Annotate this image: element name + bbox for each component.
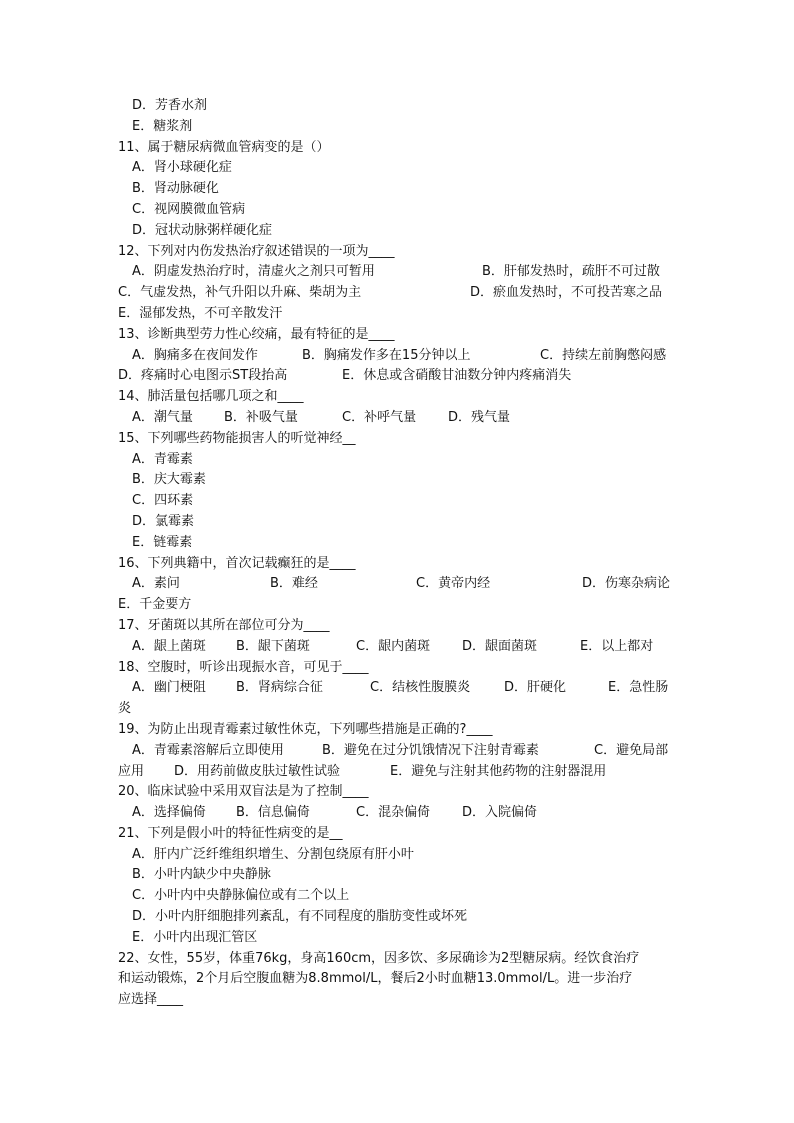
- question-18: 18、空腹时，听诊出现振水音，可见于____: [118, 659, 369, 675]
- option-line: B．庆大霉素: [132, 472, 206, 488]
- question-22-continued: 应选择____: [118, 992, 184, 1008]
- option-row: [118, 408, 678, 429]
- option: D．残气量: [448, 409, 511, 425]
- exam-page: [118, 96, 678, 1011]
- option: A．素问: [132, 576, 180, 592]
- question-22-continued: 和运动锻炼，2个月后空腹血糖为8.8mmol/L，餐后2小时血糖13.0mmol/L。进一步治疗: [118, 971, 633, 987]
- option-row: [118, 637, 678, 658]
- question-11: 11、属于糖尿病微血管病变的是（）: [118, 139, 330, 155]
- option: C．避免局部: [594, 742, 669, 758]
- question-16: 16、下列典籍中，首次记载癫狂的是____: [118, 555, 356, 571]
- option: D．疼痛时心电图示ST段抬高: [118, 368, 288, 384]
- option: C．补呼气量: [342, 409, 417, 425]
- question-14: 14、肺活量包括哪几项之和____: [118, 389, 304, 405]
- option-line: E．糖浆剂: [132, 118, 193, 134]
- option-row: [118, 366, 678, 387]
- question-20: 20、临床试验中采用双盲法是为了控制____: [118, 784, 369, 800]
- option-row: [118, 741, 678, 762]
- option-line: A．肾小球硬化症: [132, 160, 232, 176]
- option-line: B．小叶内缺少中央静脉: [132, 867, 271, 883]
- option: E．急性肠: [608, 680, 669, 696]
- option: A．幽门梗阻: [132, 680, 206, 696]
- question-22: 22、女性，55岁，体重76kg，身高160cm，因多饮、多尿确诊为2型糖尿病。经饮食治疗: [118, 950, 640, 966]
- option: A．潮气量: [132, 409, 193, 425]
- option: C．黄帝内经: [416, 576, 491, 592]
- option-row: [118, 678, 678, 699]
- option: B．避免在过分饥饿情况下注射青霉素: [322, 742, 539, 758]
- option-line: C．小叶内中央静脉偏位或有二个以上: [132, 888, 350, 904]
- option: B．肾病综合征: [236, 680, 323, 696]
- option-line: D．芳香水剂: [132, 98, 208, 113]
- option-line: E．千金要方: [118, 597, 192, 613]
- option: A．选择偏倚: [132, 805, 206, 821]
- option-line: D．冠状动脉粥样硬化症: [132, 222, 273, 238]
- option-line: E．湿郁发热，不可辛散发汗: [118, 305, 283, 321]
- option: D．伤寒杂病论: [582, 576, 671, 592]
- option: A．青霉素溶解后立即使用: [132, 742, 284, 758]
- option: C．持续左前胸憋闷感: [540, 347, 667, 363]
- option-line: C．四环素: [132, 493, 194, 509]
- option: C．气虚发热，补气升阳以升麻、柴胡为主: [118, 285, 362, 301]
- option: E．避免与注射其他药物的注射器混用: [390, 763, 607, 779]
- option: D．入院偏倚: [462, 805, 538, 821]
- option-line: A．青霉素: [132, 451, 193, 467]
- option: D．龈面菌斑: [462, 638, 538, 654]
- option: B．胸痛发作多在15分钟以上: [302, 347, 471, 363]
- option: A．龈上菌斑: [132, 638, 206, 654]
- question-12: 12、下列对内伤发热治疗叙述错误的一项为____: [118, 243, 395, 259]
- question-21: 21、下列是假小叶的特征性病变的是__: [118, 825, 343, 841]
- option-row: [118, 574, 678, 595]
- option-row: [118, 762, 678, 783]
- question-13: 13、诊断典型劳力性心绞痛，最有特征的是____: [118, 326, 395, 342]
- option-line: D．小叶内肝细胞排列紊乱，有不同程度的脂肪变性或坏死: [132, 909, 468, 925]
- option: C．结核性腹膜炎: [370, 680, 471, 696]
- question-17: 17、牙菌斑以其所在部位可分为____: [118, 617, 330, 633]
- option: E．休息或含硝酸甘油数分钟内疼痛消失: [342, 368, 572, 384]
- option: B．补吸气量: [224, 409, 298, 425]
- option-line: B．肾动脉硬化: [132, 181, 219, 197]
- option: B．信息偏倚: [236, 805, 310, 821]
- option: A．胸痛多在夜间发作: [132, 347, 258, 363]
- option-line: E．链霉素: [132, 534, 193, 550]
- option-row: [118, 262, 678, 283]
- option: B．肝郁发热时，疏肝不可过散: [482, 264, 660, 280]
- option-line: D．氯霉素: [132, 513, 195, 529]
- option-continuation: 炎: [118, 701, 132, 717]
- option: B．龈下菌斑: [236, 638, 310, 654]
- option-line: A．肝内广泛纤维组织增生、分割包绕原有肝小叶: [132, 846, 414, 862]
- option: D．用药前做皮肤过敏性试验: [174, 763, 341, 779]
- option-continuation: 应用: [118, 763, 145, 779]
- option-row: [118, 346, 678, 367]
- option: E．以上都对: [580, 638, 654, 654]
- option: C．混杂偏倚: [356, 805, 431, 821]
- option: A．阴虚发热治疗时，清虚火之剂只可暂用: [132, 264, 375, 280]
- question-19: 19、为防止出现青霉素过敏性休克，下列哪些措施是正确的?____: [118, 721, 493, 737]
- option: D．肝硬化: [504, 680, 567, 696]
- option-row: [118, 283, 678, 304]
- option-row: [118, 803, 678, 824]
- option: D．瘀血发热时，不可投苦寒之品: [470, 285, 663, 301]
- question-15: 15、下列哪些药物能损害人的听觉神经__: [118, 430, 356, 446]
- option-line: C．视网膜微血管病: [132, 201, 246, 217]
- option: B．难经: [270, 576, 318, 592]
- option-line: E．小叶内出现汇管区: [132, 929, 258, 945]
- option: C．龈内菌斑: [356, 638, 431, 654]
